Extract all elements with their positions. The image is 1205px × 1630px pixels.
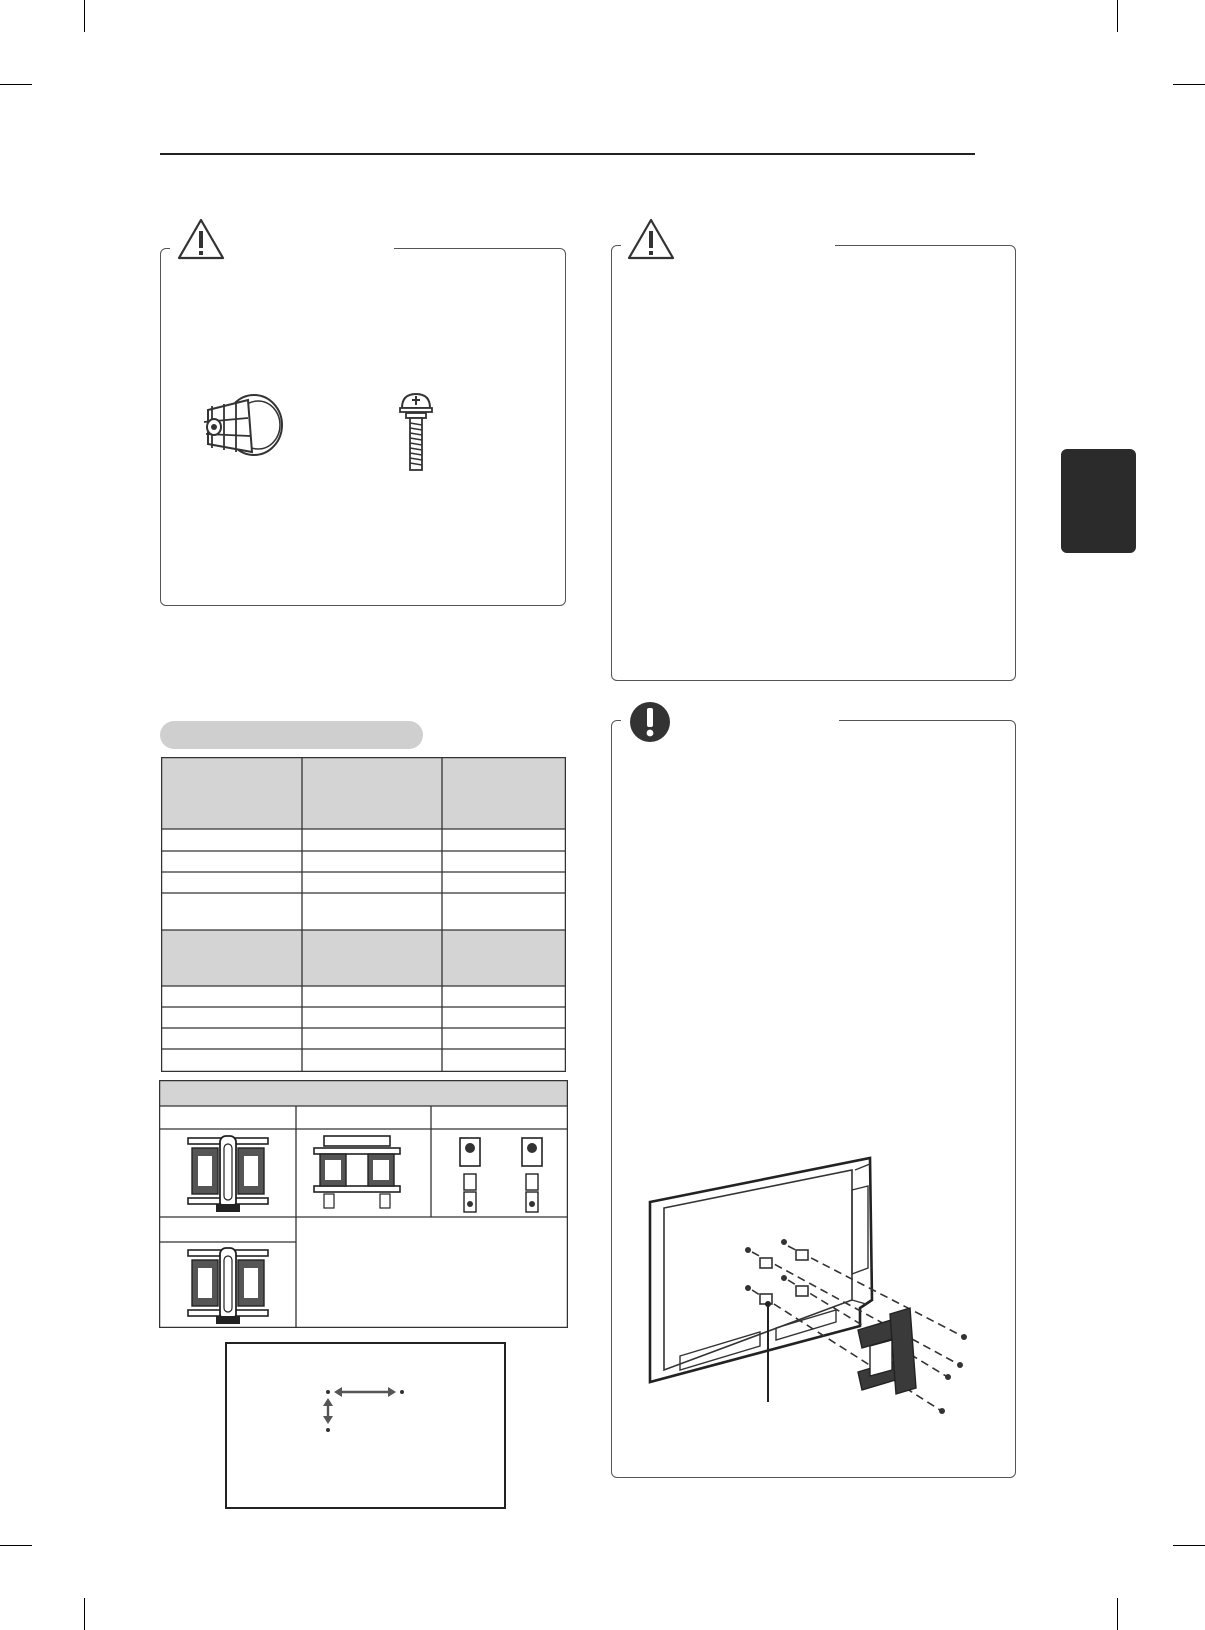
crop-mark — [0, 84, 32, 85]
crop-mark — [1173, 84, 1205, 85]
mounting-screw-icon — [398, 392, 434, 474]
crop-mark — [1117, 1598, 1118, 1630]
section-heading-pill — [160, 721, 423, 749]
wall-bracket-large — [186, 1134, 270, 1214]
spec-table-grid — [161, 757, 566, 1072]
crop-mark — [84, 1598, 85, 1630]
vesa-dimension-diagram — [318, 1384, 408, 1442]
caution-box-right — [611, 245, 1016, 681]
warning-triangle-icon — [626, 217, 676, 261]
chapter-side-tab — [1061, 449, 1136, 553]
crop-mark — [0, 1545, 32, 1546]
spec-table — [161, 757, 566, 1072]
warning-triangle-icon — [176, 217, 226, 261]
wall-anchor-icon — [198, 392, 290, 462]
wall-bracket-flat — [310, 1134, 404, 1214]
tv-wall-mount-assembly — [640, 1150, 990, 1420]
wall-bracket-slim — [456, 1134, 548, 1216]
wall-bracket-large-2 — [186, 1246, 270, 1326]
vertical-arrow-icon — [323, 1398, 333, 1424]
header-rule — [160, 153, 975, 155]
crop-mark — [1117, 0, 1118, 32]
crop-mark — [84, 0, 85, 32]
exclamation-circle-icon — [628, 700, 672, 744]
crop-mark — [1173, 1545, 1205, 1546]
horizontal-arrow-icon — [334, 1387, 396, 1397]
